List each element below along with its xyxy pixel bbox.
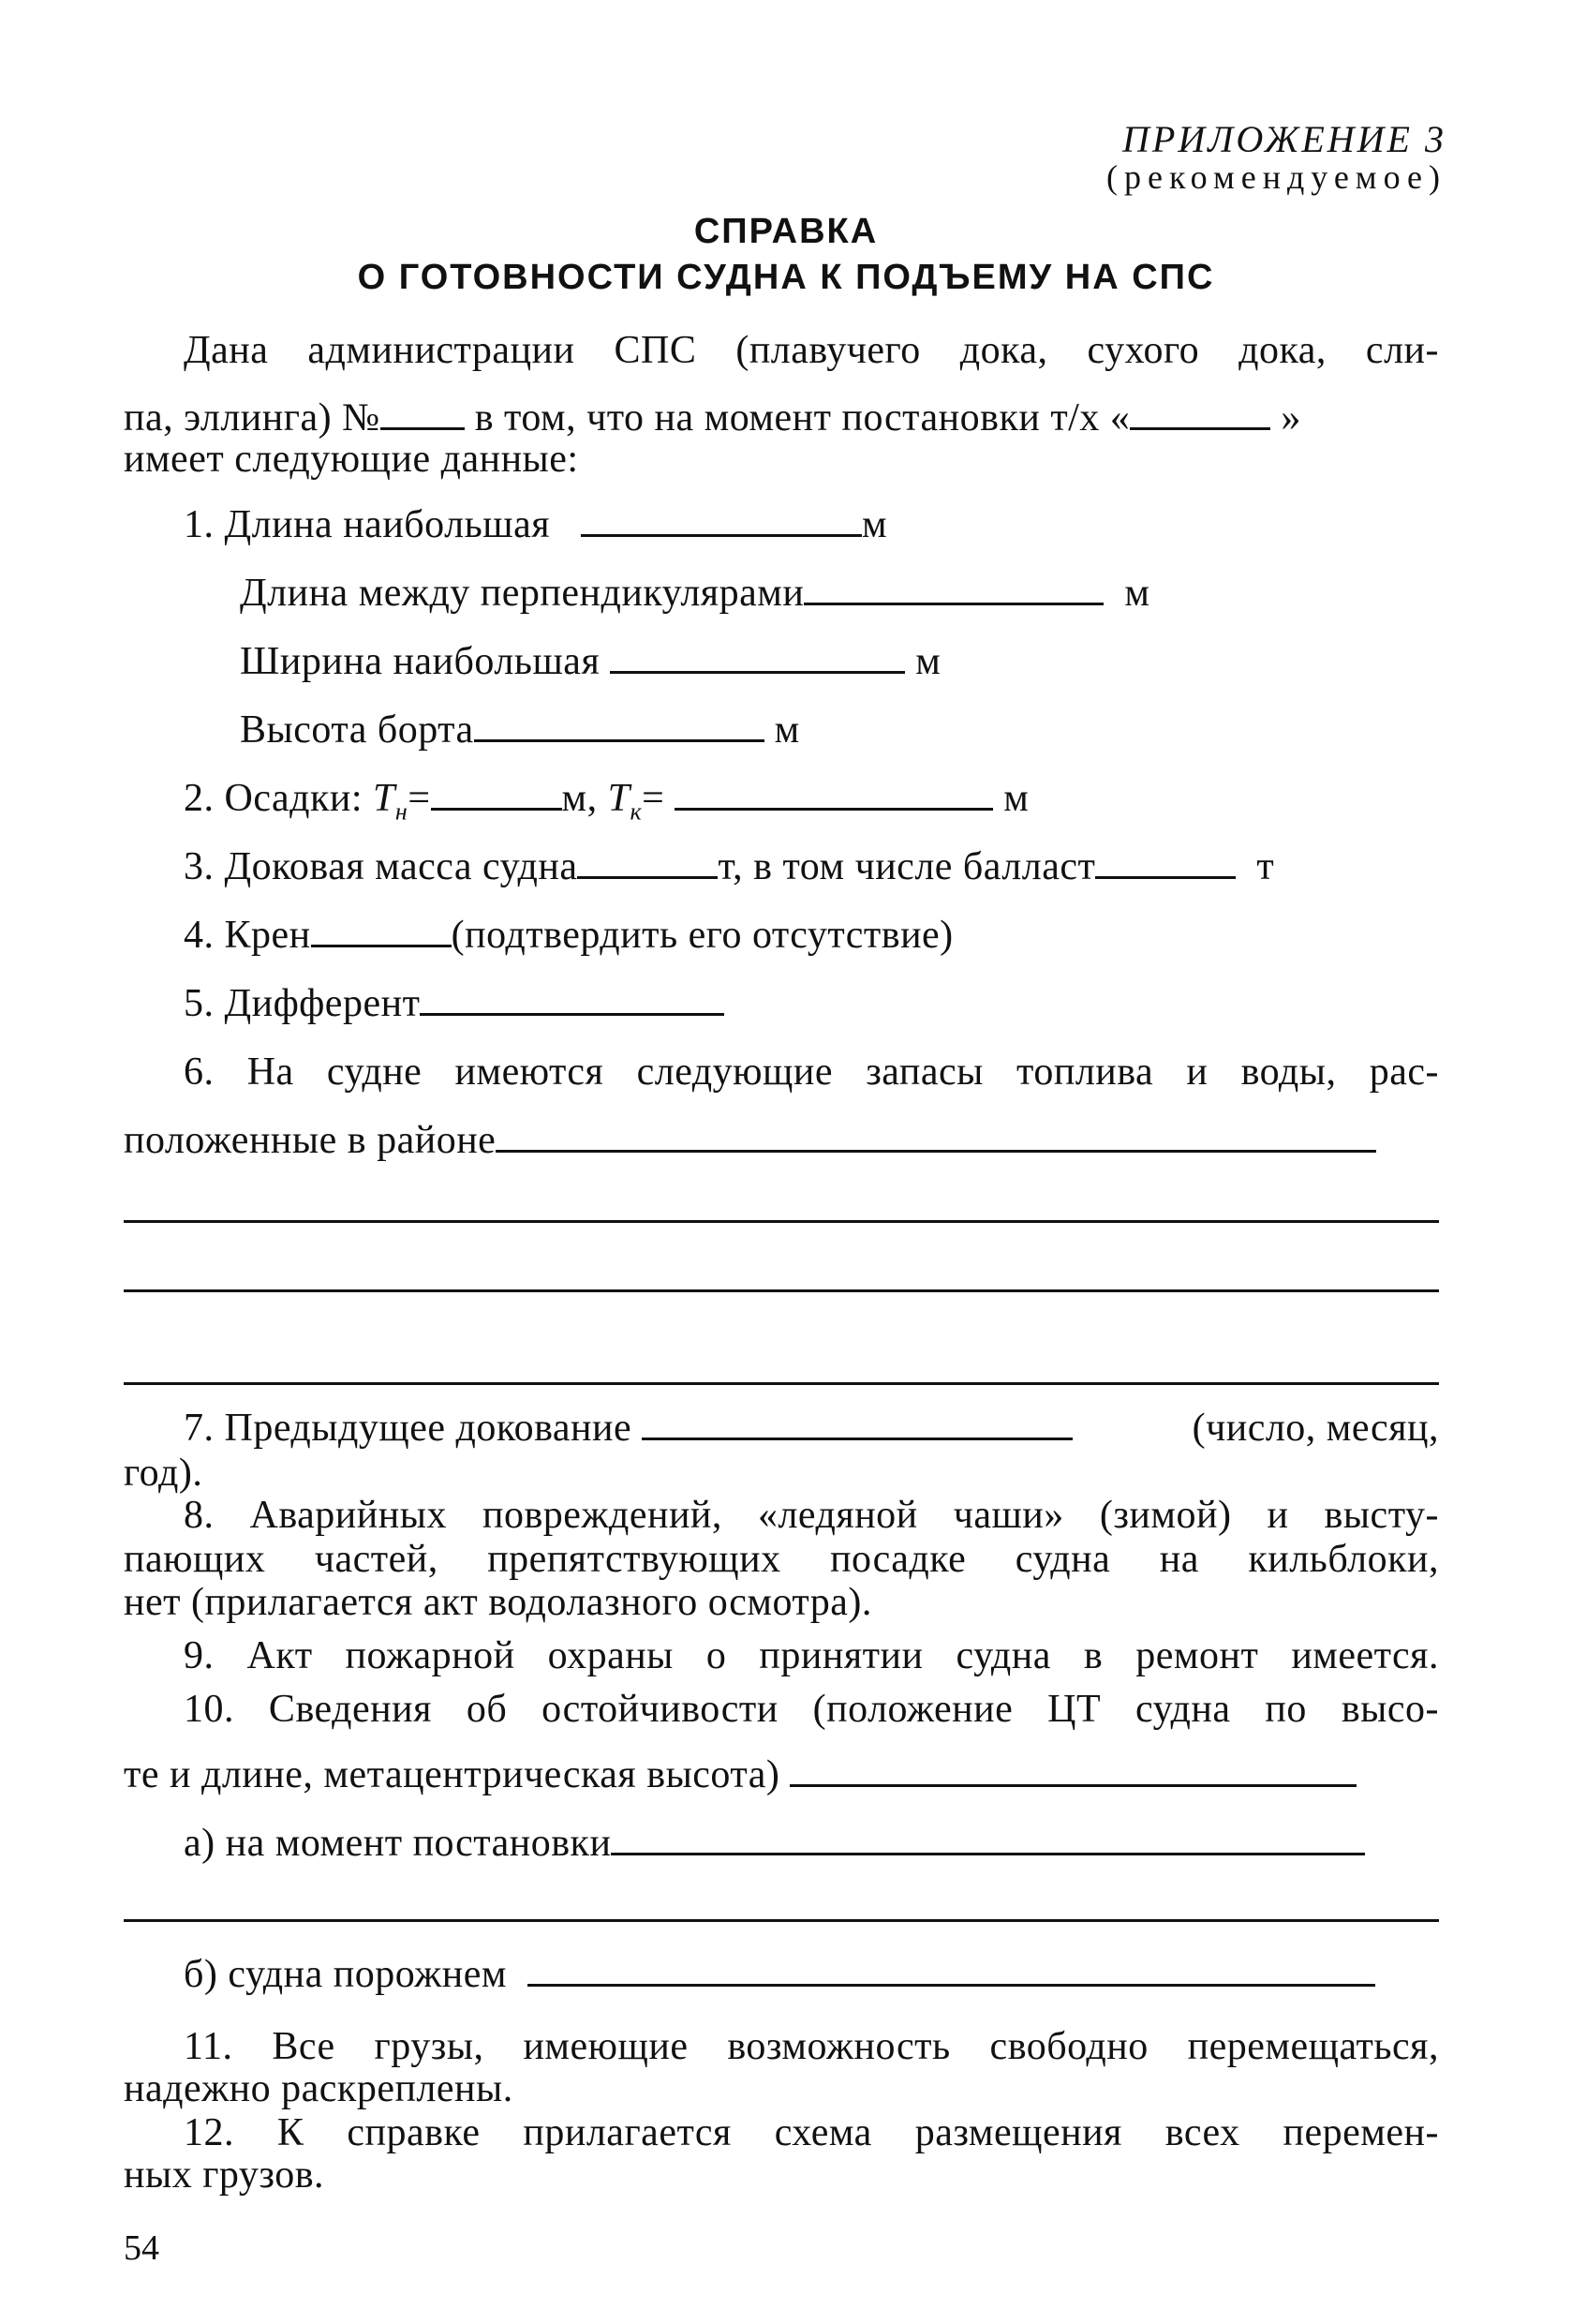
item-7-prev-docking xyxy=(184,1406,1073,1451)
item-1-length-overall xyxy=(184,502,887,547)
item-11-line-2: надежно раскреплены. xyxy=(124,2067,513,2110)
blank-lightship[interactable] xyxy=(527,1956,1375,1987)
document-title: СПРАВКА xyxy=(693,212,879,251)
blank-draft-bow[interactable] xyxy=(431,780,562,811)
item-10a-label: а) на момент постановки xyxy=(184,1822,612,1865)
item-1b-label: Длина между перпендикулярами xyxy=(240,572,805,615)
item-6-line-1: 6. На судне имеются следующие запасы топлива и воды, рас- xyxy=(184,1050,1439,1094)
item-10a xyxy=(184,1821,1365,1866)
blank-location[interactable] xyxy=(496,1122,1376,1153)
blank-line-6a[interactable] xyxy=(124,1220,1439,1223)
item-1-depth xyxy=(240,708,800,752)
blank-depth[interactable] xyxy=(474,711,764,742)
item-3-ballast-label: т, в том числе балласт xyxy=(718,845,1096,888)
blank-line-10a[interactable] xyxy=(124,1919,1439,1922)
item-11-line-1: 11. Все грузы, имеющие возможность свободно перемещаться, xyxy=(184,2025,1439,2068)
item-9: 9. Акт пожарной охраны о принятии судна в ремонт имеется. xyxy=(184,1634,1439,1677)
unit-m: м xyxy=(1124,572,1150,615)
item-10b-label: б) судна порожнем xyxy=(184,1953,507,1996)
blank-number[interactable] xyxy=(380,399,465,430)
blank-stability[interactable] xyxy=(790,1756,1357,1787)
blank-prev-docking[interactable] xyxy=(642,1409,1073,1440)
item-2-label: 2. Осадки: xyxy=(184,777,363,820)
item-3-label: 3. Доковая масса судна xyxy=(184,845,578,888)
appendix-label: ПРИЛОЖЕНИЕ 3 xyxy=(1122,118,1446,160)
unit-m-comma: м, xyxy=(561,777,598,820)
item-5-label: 5. Дифферент xyxy=(184,982,421,1025)
blank-trim[interactable] xyxy=(420,985,724,1016)
blank-beam[interactable] xyxy=(610,643,905,674)
item-5-trim xyxy=(184,981,724,1026)
blank-vessel-name[interactable] xyxy=(1130,399,1270,430)
item-12-line-2: ных грузов. xyxy=(124,2153,325,2197)
draft-stern-subscript: к xyxy=(630,797,643,826)
item-8-line-1: 8. Аварийных повреждений, «ледяной чаши» (зимой) и высту- xyxy=(184,1494,1439,1537)
intro-close-quote: » xyxy=(1281,396,1301,439)
blank-draft-stern[interactable] xyxy=(675,780,993,811)
intro-number-label: па, эллинга) № xyxy=(124,396,380,439)
draft-stern-symbol: T xyxy=(607,777,630,820)
item-1-beam xyxy=(240,639,941,684)
intro-line-1: Дана администрации СПС (плавучего дока, сухого дока, сли- xyxy=(184,329,1439,372)
unit-m: м xyxy=(1003,777,1030,820)
blank-line-6c[interactable] xyxy=(124,1382,1439,1385)
blank-length-overall[interactable] xyxy=(581,506,862,537)
item-7-note: (число, месяц, xyxy=(1192,1407,1439,1450)
blank-at-docking[interactable] xyxy=(611,1825,1365,1855)
item-7-note-2: год). xyxy=(124,1452,203,1495)
intro-line-2 xyxy=(124,395,1301,440)
item-1d-label: Высота борта xyxy=(240,708,474,752)
item-8-line-3: нет (прилагается акт водолазного осмотра). xyxy=(124,1581,872,1624)
item-10-line-1: 10. Сведения об остойчивости (положение ЦТ судна по высо- xyxy=(184,1688,1439,1731)
blank-heel[interactable] xyxy=(311,916,452,947)
item-3-dock-mass xyxy=(184,844,1274,889)
item-6-line-2 xyxy=(124,1118,1376,1163)
blank-length-perp[interactable] xyxy=(804,574,1104,605)
item-1c-label: Ширина наибольшая xyxy=(240,640,601,683)
equals-sign: = xyxy=(642,777,665,820)
item-6-location-label: положенные в районе xyxy=(124,1119,497,1162)
page-number: 54 xyxy=(124,2228,159,2268)
item-1-length-perp xyxy=(240,571,1149,616)
item-4-heel xyxy=(184,913,954,958)
unit-m: м xyxy=(774,708,800,752)
equals-sign: = xyxy=(408,777,431,820)
item-1-label: 1. Длина наибольшая xyxy=(184,503,551,546)
draft-bow-subscript: н xyxy=(394,797,408,826)
item-10b xyxy=(184,1952,1375,1997)
appendix-status: (рекомендуемое) xyxy=(1106,158,1446,196)
item-10-line-2 xyxy=(124,1752,1357,1797)
document-subtitle: О ГОТОВНОСТИ СУДНА К ПОДЪЕМУ НА СПС xyxy=(357,258,1215,297)
item-12-line-1: 12. К справке прилагается схема размещения всех перемен- xyxy=(184,2111,1439,2154)
blank-ballast[interactable] xyxy=(1095,848,1236,879)
intro-vessel-label: в том, что на момент постановки т/х « xyxy=(474,396,1131,439)
item-4-label: 4. Крен xyxy=(184,914,311,957)
blank-line-6b[interactable] xyxy=(124,1289,1439,1292)
blank-dock-mass[interactable] xyxy=(577,848,718,879)
intro-line-3: имеет следующие данные: xyxy=(124,438,579,481)
item-8-line-2: пающих частей, препятствующих посадке судна на кильблоки, xyxy=(124,1538,1439,1581)
unit-t: т xyxy=(1256,845,1275,888)
unit-m: м xyxy=(862,503,888,546)
unit-m: м xyxy=(915,640,942,683)
draft-bow-symbol: T xyxy=(373,777,395,820)
item-10-label: те и длине, метацентрическая высота) xyxy=(124,1753,780,1796)
item-7-label: 7. Предыдущее докование xyxy=(184,1407,632,1450)
item-4-note: (подтвердить его отсутствие) xyxy=(451,914,954,957)
item-2-drafts xyxy=(184,776,1029,826)
